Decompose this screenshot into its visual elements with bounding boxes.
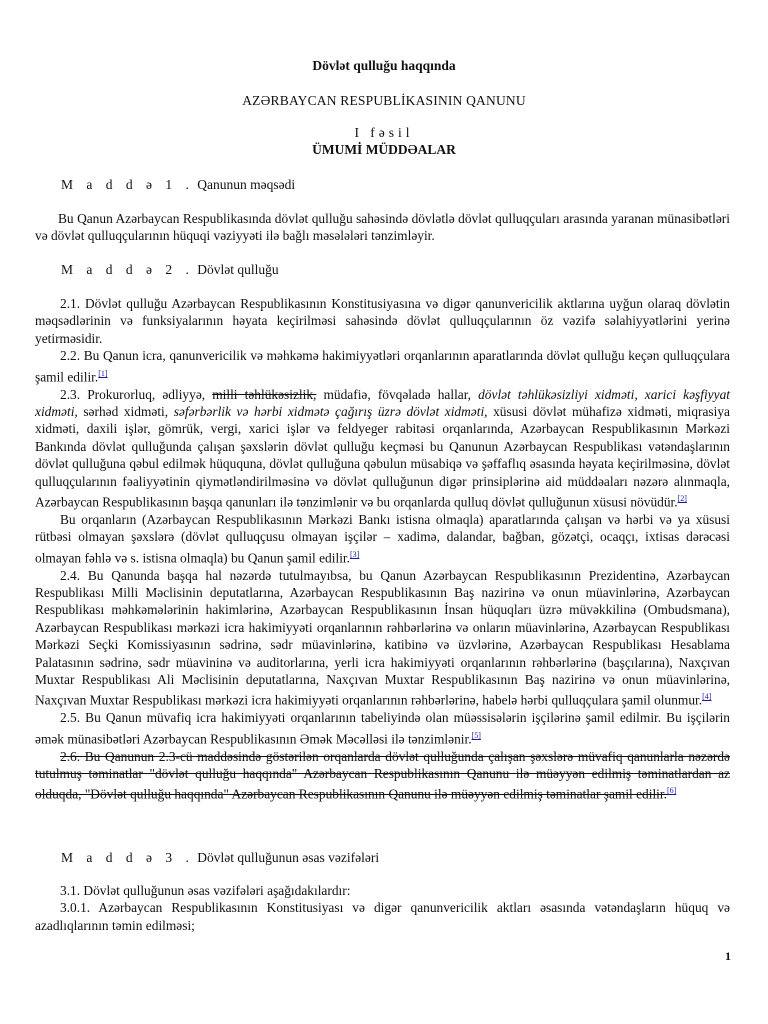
paragraph-3-1: 3.1. Dövlət qulluğunun əsas vəzifələri aşağıdakılardır: bbox=[60, 883, 351, 898]
footnote-link-5[interactable]: [5] bbox=[471, 730, 481, 740]
p23-strike: milli təhlükəsizlik, bbox=[212, 386, 317, 402]
paragraph-2-6 bbox=[35, 748, 730, 804]
article-2-body bbox=[35, 295, 730, 803]
chapter-number: I fəsil bbox=[354, 125, 414, 140]
p23-ital2: səfərbərlik və hərbi xidmətə çağırış üzrə dövlət xidməti, bbox=[173, 403, 488, 419]
footnote-link-3[interactable]: [3] bbox=[349, 549, 360, 559]
document-title: Dövlət qulluğu haqqında bbox=[312, 58, 456, 73]
paragraph-2-1: 2.1. Dövlət qulluğu Azərbaycan Respublikasının Konstitusiyasına və digər qanunvericilik aktlarına uyğun olaraq dövlətin məqsədlərinin və funksiyalarının həyata keçirilməsi sahəsində dövlət qulluqçularının öz vəzifə səlahiyyətlərini yerinə yetirməsidir. bbox=[35, 296, 730, 346]
article-1-name: Qanunun məqsədi bbox=[197, 177, 296, 192]
p23-ital1: dövlət təhlükəsizliyi xidməti, xarici kəşfiyyat xidməti, bbox=[35, 386, 730, 419]
paragraph-3-0-1: 3.0.1. Azərbaycan Respublikasının Konstitusiyası və digər qanunvericilik aktları əsasında vətəndaşların hüquq və azadlıqlarının təmin edilməsi; bbox=[35, 900, 730, 933]
article-2-heading bbox=[61, 262, 279, 278]
paragraph-2-2-text: 2.2. Bu Qanun icra, qanunvericilik və məhkəmə hakimiyyətləri orqanlarının aparatlarında dövlət qulluğu keçən qulluqçulara şamil edilir. bbox=[35, 348, 730, 385]
paragraph-2-5 bbox=[35, 709, 730, 747]
article-3-label: M a d d ə 3 . bbox=[61, 850, 194, 865]
p23-2-text: Bu orqanların (Azərbaycan Respublikasının Mərkəzi Bankı istisna olmaqla) aparatlarında çalışan və hərbi və ya xüsusi rütbəsi olmayan şəxslərə (dövlət qulluqçusu olmayan işçilər – xadimə, dalandar, bağban, gözətçi, ocaqçı, ixtisas dərəcəsi olmayan fəhlə və s. istisna olmaqla) bu Qanun şamil edilir. bbox=[35, 511, 730, 566]
footnote-link-1[interactable]: [1] bbox=[98, 368, 108, 378]
law-heading: AZƏRBAYCAN RESPUBLİKASININ QANUNU bbox=[242, 93, 526, 108]
p25-text: 2.5. Bu Qanun müvafiq icra hakimiyyəti orqanlarının tabeliyində olan müəssisələrin işçilərinə şamil edilmir. Bu işçilərin əmək münasibətləri Azərbaycan Respublikasının Əmək Məcəlləsi ilə tənzimlənir. bbox=[35, 710, 730, 747]
article-1-body bbox=[35, 210, 730, 245]
p23-a: 2.3. Prokurorluq, ədliyyə, bbox=[60, 386, 213, 402]
article-2-name: Dövlət qulluğu bbox=[197, 262, 279, 277]
article-3-body bbox=[35, 882, 730, 934]
footnote-link-4[interactable]: [4] bbox=[702, 692, 712, 702]
paragraph-2-2 bbox=[35, 347, 730, 385]
article-3-heading bbox=[61, 850, 379, 866]
footnote-link-6[interactable]: [6] bbox=[666, 786, 677, 796]
p23-b: müdafiə, fövqəladə hallar, bbox=[316, 386, 479, 402]
article-3-name: Dövlət qulluğunun əsas vəzifələri bbox=[197, 850, 380, 865]
chapter-title: ÜMUMİ MÜDDƏALAR bbox=[312, 142, 456, 157]
footnote-link-2[interactable]: [2] bbox=[677, 493, 687, 503]
article-1-heading bbox=[61, 177, 295, 193]
p26-text: 2.6. Bu Qanunun 2.3-cü maddəsində göstərilən orqanlarda dövlət qulluğunda çalışan şəxslərə müvafiq qanunlarla nəzərdə tutulmuş təminatlar "dövlət qulluğu haqqında" Azərbaycan Respublikasının Qanunu ilə müəyyən edilmiş təminatlardan az olduqda, "Dövlət qulluğu haqqında" Azərbaycan Respublikasının Qanunu ilə müəyyən edilmiş təminatlar şamil edilir. bbox=[35, 748, 730, 802]
page-number: 1 bbox=[725, 949, 731, 963]
p23-c: sərhəd xidməti, bbox=[77, 403, 174, 419]
paragraph-2-4 bbox=[35, 567, 730, 710]
article-1-text: Bu Qanun Azərbaycan Respublikasında dövlət qulluğu sahəsində dövlətlə dövlət qulluqçuları arasında yaranan münasibətləri və dövlət qulluqçularının hüquqi vəziyyəti ilə bağlı məsələləri tənzimləyir. bbox=[35, 211, 730, 244]
paragraph-2-3-2 bbox=[35, 511, 730, 567]
article-1-label: M a d d ə 1 . bbox=[61, 177, 194, 192]
article-2-label: M a d d ə 2 . bbox=[61, 262, 194, 277]
p24-text: 2.4. Bu Qanunda başqa hal nəzərdə tutulmayıbsa, bu Qanun Azərbaycan Respublikasının Prezidentinə, Azərbaycan Respublikası Milli Məclisinin deputatlarına, Azərbaycan Respublikasının Baş nazirinə və onun müavinlərinə, Azərbaycan Respublikası məhkəmələrinin hakimlərinə, Azərbaycan Respublikasının İnsan hüquqları üzrə müvəkkilinə (Ombudsmana), Azərbaycan Respublikası mərkəzi icra hakimiyyəti orqanlarının rəhbərlərinə və onların müavinlərinə, Azərbaycan Respublikası Mərkəzi Seçki Komissiyasının sədrinə, sədr müavinlərinə, katibinə və üzvlərinə, Azərbaycan Respublikası Hesablama Palatasının sədrinə, sədr müavininə və auditorlarına, yerli icra hakimiyyəti orqanlarının rəhbərlərinə (başçılarına), Naxçıvan Muxtar Respublikası Ali Məclisinin deputatlarına, Naxçıvan Muxtar Respublikasının Baş nazirinə və onun müavinlərinə, Naxçıvan Muxtar Respublikası mərkəzi icra hakimiyyəti orqanlarının rəhbərlərinə, habelə hərbi qulluqçulara şamil olunmur. bbox=[35, 567, 730, 708]
p23-d: xüsusi dövlət mühafizə xidməti, miqrasiya xidməti, daxili işlər, gömrük, vergi, xarici işlər və feldyeger rabitəsi orqanlarında, Azərbaycan Respublikasının Mərkəzi Bankında dövlət qulluğunda çalışan şəxslərin dövlət qulluğu keçməsi bu Qanunun Azərbaycan Respublikası vətəndaşlarının dövlət qulluğuna qəbul edilmək hüququna, dövlət qulluğuna qəbulun müsabiqə və şəffaflıq əsasında həyata keçirilməsinə, dövlət qulluqçularının fəaliyyətinin qiymətləndirilməsinə və dövlət qulluğunun digər prinsiplərinə aid müddəaları nəzərə alınmaqla, Azərbaycan Respublikasının başqa qanunları ilə tənzimlənir və bu orqanlarda qulluq dövlət qulluğunun xüsusi növüdür. bbox=[35, 403, 730, 510]
paragraph-2-3 bbox=[35, 386, 730, 511]
